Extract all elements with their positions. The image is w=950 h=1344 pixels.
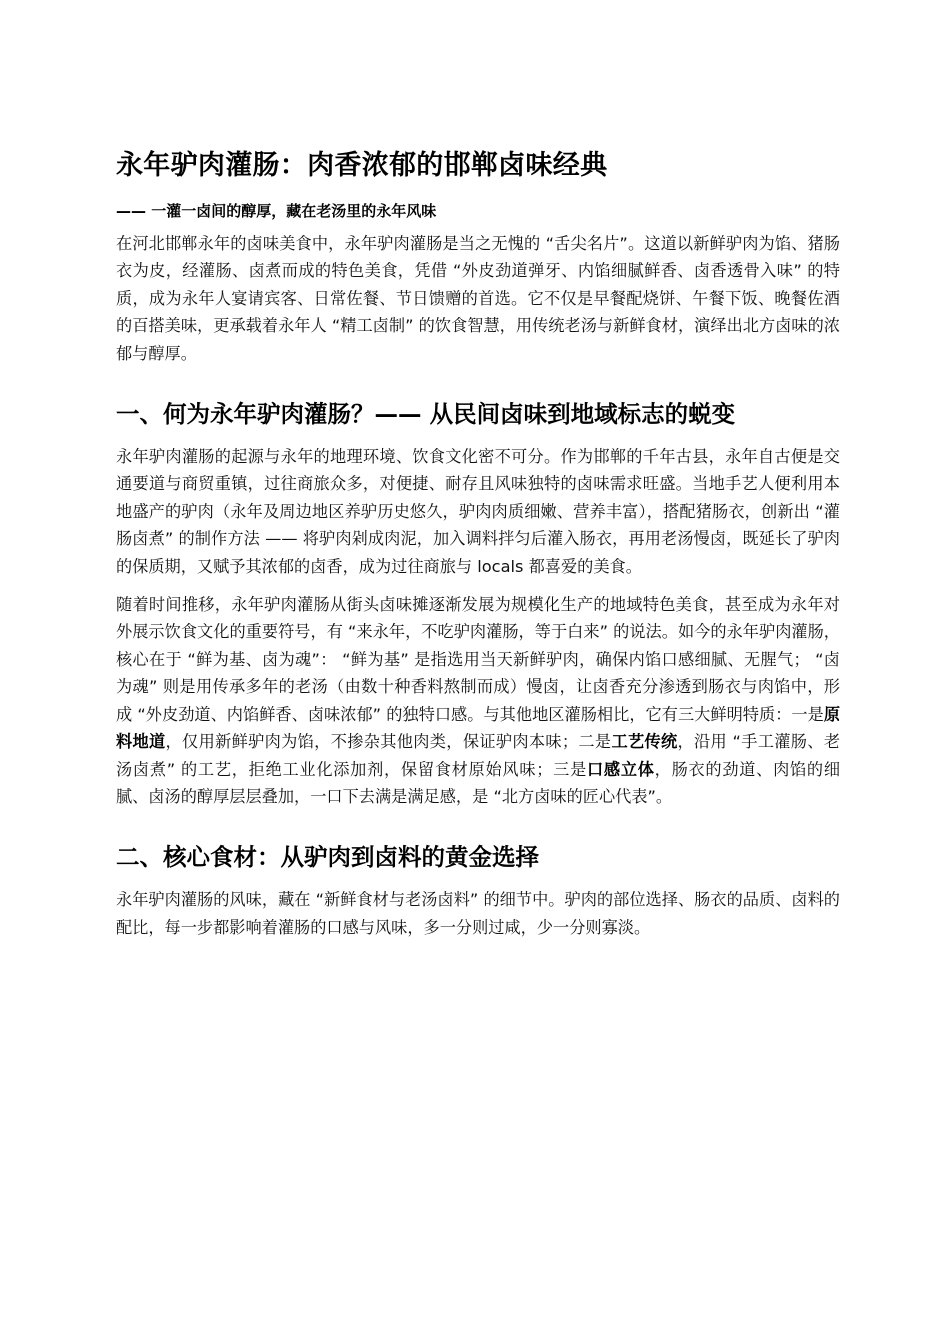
features-text-2: ，仅用新鲜驴肉为馅，不掺杂其他肉类，保证驴肉本味；二是: [165, 732, 612, 752]
features-text-1: 随着时间推移，永年驴肉灌肠从街头卤味摊逐渐发展为规模化生产的地域特色美食，甚至成为永年对外展示饮食文化的重要符号，有 “来永年，不吃驴肉灌肠，等于白来” 的说法。如今的永年驴肉灌肠，核心在于 “鲜为基、卤为魂”： “鲜为基” 是指选用当天新鲜驴肉，确保内馅口感细腻、无腥气； “卤为魂” 则是用传承多年的老汤（由数十种香料熬制而成）慢卤，让卤香充分渗透到肠衣与肉馅中，形成 “外皮劲道、内馅鲜香、卤味浓郁” 的独特口感。与其他地区灌肠相比，它有三大鲜明特质：一是: [116, 595, 840, 724]
ingredients-paragraph: 永年驴肉灌肠的风味，藏在 “新鲜食材与老汤卤料” 的细节中。驴肉的部位选择、肠衣的品质、卤料的配比，每一步都影响着灌肠的口感与风味，多一分则过咸，少一分则寡淡。: [116, 890, 840, 937]
features-text-4: ，肠衣的劲道、肉馅的细腻、卤汤的醇厚层层叠加，一口下去满是满足感，是 “北方卤味的匠心代表”。: [116, 759, 841, 806]
article: [116, 146, 840, 941]
features-text-3: ，沿用 “手工灌肠、老汤卤煮” 的工艺，拒绝工业化添加剂，保留食材原始风味；三是: [116, 732, 841, 779]
feature-highlight-texture: 口感立体: [587, 759, 655, 779]
intro-paragraph: 在河北邯郸永年的卤味美食中，永年驴肉灌肠是当之无愧的 “舌尖名片”。这道以新鲜驴肉为馅、猪肠衣为皮，经灌肠、卤煮而成的特色美食，凭借 “外皮劲道弹牙、内馅细腻鲜香、卤香透骨入味” 的特质，成为永年人宴请宾客、日常佐餐、节日馈赠的首选。它不仅是早餐配烧饼、午餐下饭、晚餐佐酒的百搭美味，更承载着永年人 “精工卤制” 的饮食智慧，用传统老汤与新鲜食材，演绎出北方卤味的浓郁与醇厚。: [116, 234, 840, 363]
page-subtitle: —— 一灌一卤间的醇厚，藏在老汤里的永年风味: [116, 202, 437, 220]
feature-highlight-craft: 工艺传统: [611, 732, 678, 752]
feature-highlight-ingredients: 原料地道: [116, 704, 840, 752]
section-heading-ingredients: 二、核心食材：从驴肉到卤料的黄金选择: [116, 843, 539, 872]
origin-paragraph: 永年驴肉灌肠的起源与永年的地理环境、饮食文化密不可分。作为邯郸的千年古县，永年自古便是交通要道与商贸重镇，过往商旅众多，对便捷、耐存且风味独特的卤味需求旺盛。当地手艺人便利用本地盛产的驴肉（永年及周边地区养驴历史悠久，驴肉肉质细嫩、营养丰富），搭配猪肠衣，创新出 “灌肠卤煮” 的制作方法 —— 将驴肉剁成肉泥，加入调料拌匀后灌入肠衣，再用老汤慢卤，既延长了驴肉的保质期，又赋予其浓郁的卤香，成为过往商旅与 locals 都喜爱的美食。: [116, 447, 840, 576]
page-title: 永年驴肉灌肠：肉香浓郁的邯郸卤味经典: [116, 150, 608, 181]
section-heading-origin: 一、何为永年驴肉灌肠？—— 从民间卤味到地域标志的蜕变: [116, 400, 736, 429]
features-paragraph: [116, 591, 840, 810]
